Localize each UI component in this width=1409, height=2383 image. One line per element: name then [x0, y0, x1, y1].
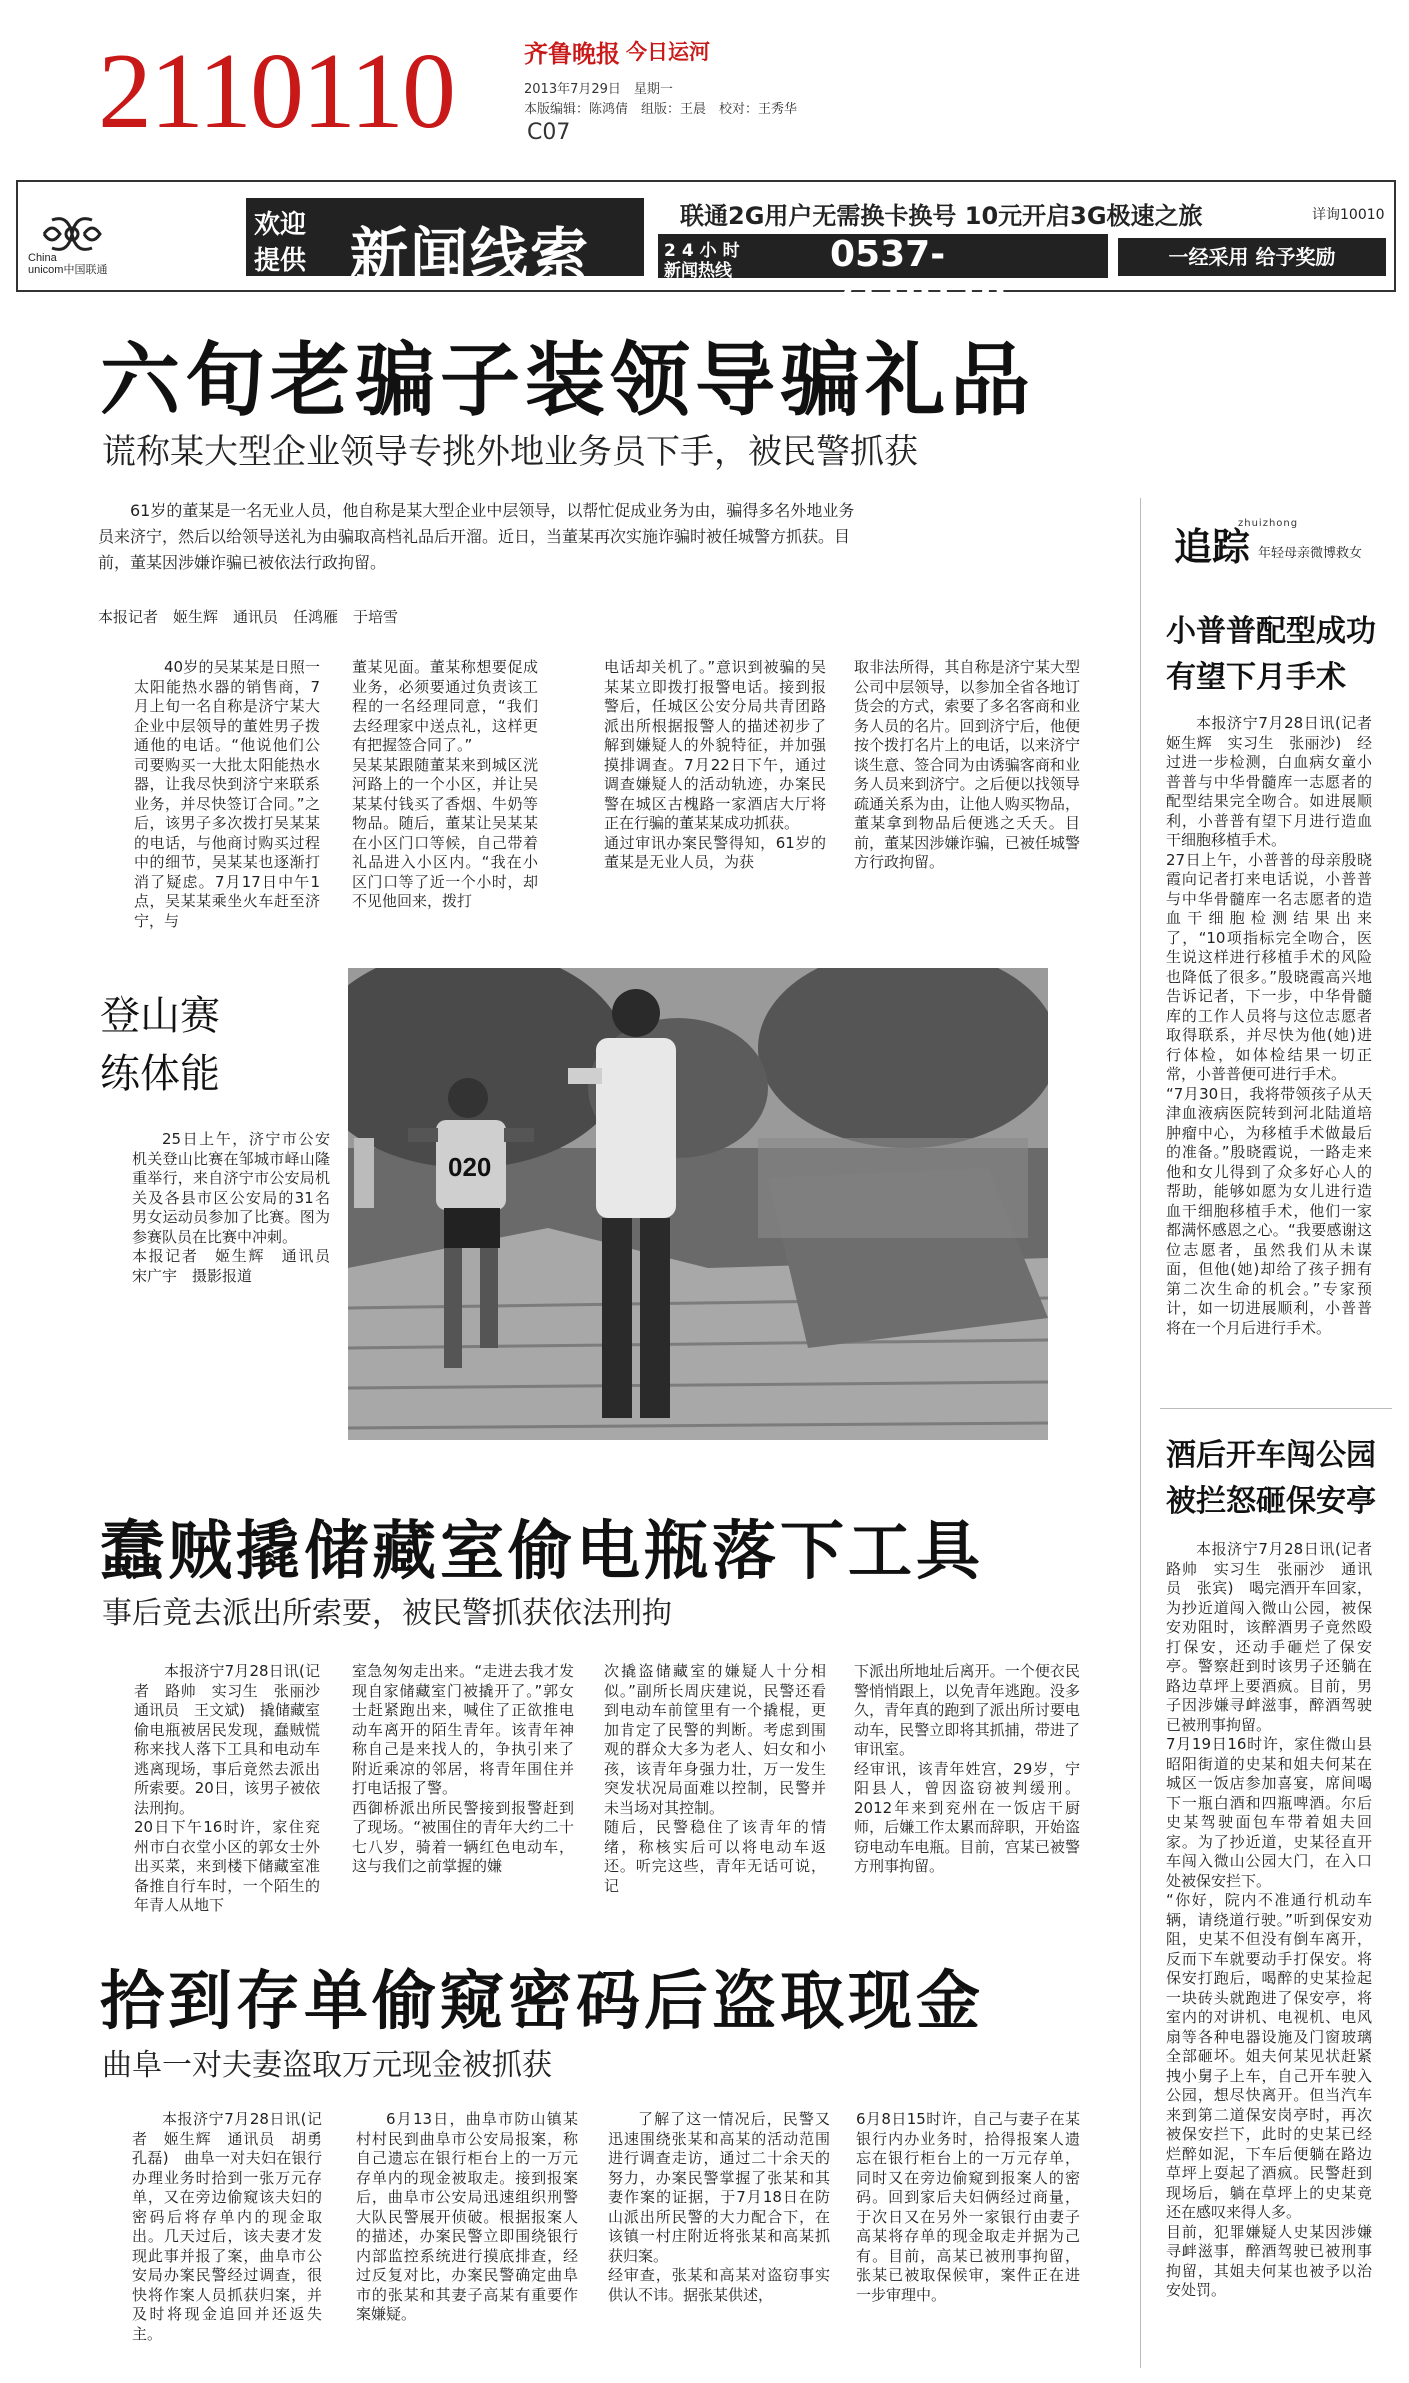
photo-title-line-2: 练体能 — [100, 1051, 220, 1097]
page-code: C07 — [527, 120, 571, 145]
article2-column-1: 本报济宁7月28日讯(记者 路帅 实习生 张丽沙 通讯员 王文斌) 撬储藏室偷电瓶被居民发现，蠢贼慌称来找人落下工具和电动车逃离现场，事后竟然去派出所索要。20日，该男子被依法刑拘。 20日下午16时许，家住兖州市白衣堂小区的郭女士外出买菜，来到楼下储藏室准备推自行车时，一个陌生的年青人从地下 — [134, 1662, 320, 1914]
sidebar-story-divider — [1160, 1408, 1392, 1409]
article3-column-4: 6月8日15时许，自己与妻子在某银行内办业务时，拾得报案人遗忘在银行柜台上的一万元存单，同时又在旁边偷窥到报案人的密码。回到家后夫妇俩经过商量，于次日又在另外一家银行由妻子高某将存单的现金取走并据为己有。目前，高某已被刑事拘留，张某已被取保候审，案件正在进一步审理中。 — [856, 2110, 1080, 2304]
article1-byline: 本报记者 姬生辉 通讯员 任鸿雁 于培雪 — [98, 608, 399, 626]
unicom-logo-cn: unicom中国联通 — [28, 264, 108, 276]
sidebar-story1-body: 本报济宁7月28日讯(记者 姬生辉 实习生 张丽沙) 经过进一步检测，白血病女童小普普与中华骨髓库一志愿者的配型结果完全吻合。如进展顺利，小普普有望下月进行造血干细胞移植手术。 27日上午，小普普的母亲殷晓霞向记者打来电话说，小普普与中华骨髓库一名志愿者的造血干细胞检测结果出来了，“10项指标完全吻合，医生说这样进行移植手术的风险也降低了很多。”殷晓霞高兴地告诉记者，下一步，中华骨髓库的工作人员将与这位志愿者取得联系，并尽快为他(她)进行体检，如体检结果一切正常，小普普便可进行手术。 “7月30日，我将带领孩子从天津血液病医院转到河北陆道培肿瘤中心，为移植手术做最后的准备。”殷晓霞说，一路走来他和女儿得到了众多好心人的帮助，能够如愿为女儿进行造血干细胞移植手术，他们一家都满怀感恩之心。“我要感谢这位志愿者，虽然我们从未谋面，但他(她)却给了孩子拥有第二次生命的机会。”专家预计，如一切进展顺利，小普普将在一个月后进行手术。 — [1166, 714, 1372, 1337]
article1-column-4: 取非法所得，其自称是济宁某大型公司中层领导，以参加全省各地订货会的方式，索要了多名客商和业务人员的名片。回到济宁后，他便按个拨打名片上的电话，以来济宁谈生意、签合同为由诱骗客商和业务人员来到济宁。之后便以找领导疏通关系为由，让他人购买物品，董某拿到物品后便逃之夭夭。目前，董某因涉嫌诈骗，已被任城警方行政拘留。 — [854, 658, 1080, 871]
issue-date: 2013年7月29日 星期一 — [524, 82, 673, 97]
photo-title-line-1: 登山赛 — [100, 993, 220, 1039]
editor-credits: 本版编辑：陈鸿倩 组版：王晨 校对：王秀华 — [524, 102, 798, 117]
china-unicom-knot-icon — [38, 214, 106, 254]
article1-headline: 六旬老骗子装领导骗礼品 — [100, 334, 1035, 427]
sidebar-story2-title-1: 酒后开车闯公园 — [1166, 1438, 1376, 1473]
article2-column-3: 次撬盗储藏室的嫌疑人十分相似。”副所长周庆建说，民警还看到电动车前筐里有一个撬棍，更加肯定了民警的判断。考虑到围观的群众大多为老人、妇女和小孩，该青年身强力壮，万一发生突发状况局面难以控制，民警并未当场对其控制。 随后，民警稳住了该青年的情绪，称核实后可以将电动车返还。听完这些，青年无话可说，记 — [604, 1662, 826, 1895]
news-tip-title: 新闻线索 — [350, 221, 591, 289]
follow-up-logo-text: 追踪 — [1174, 525, 1251, 569]
page-number-hotline: 2110110 — [98, 32, 454, 151]
mountain-race-photo — [348, 968, 1048, 1440]
section-name: 今日运河 — [626, 40, 710, 64]
article3-column-3: 了解了这一情况后，民警又迅速围绕张某和高某的活动范围进行调查走访，通过二十余天的努力，办案民警掌握了张某和其妻作案的证据，于7月18日在防山派出所民警的大力配合下，在该镇一村庄附近将张某和高某抓获归案。 经审查，张某和高某对盗窃事实供认不讳。据张某供述， — [608, 2110, 830, 2304]
unicom-logo-en: China — [28, 252, 57, 264]
article2-column-4: 下派出所地址后离开。一个便衣民警悄悄跟上，以免青年逃跑。没多久，青年真的跑到了派出所讨要电动车，民警立即将其抓捕，带进了审讯室。 经审讯，该青年姓宫，29岁，宁阳县人，曾因盗窃被判缓刑。2012年来到兖州在一饭店干厨师，后嫌工作太累而辞职，开始盗窃电动车电瓶。目前，宫某已被警方刑事拘留。 — [854, 1662, 1080, 1875]
article1-column-2: 董某见面。董某称想要促成业务，必须要通过负责该工程的一名经理同意，“我们去经理家中送点礼，这样更有把握签合同了。” 吴某某跟随董某来到城区洸河路上的一个小区，并让吴某某付钱买了香烟、牛奶等物品。随后，董某让吴某某在小区门口等候，自己带着礼品进入小区内。“我在小区门口等了近一个小时，却不见他回来，拨打 — [352, 658, 538, 910]
article3-headline: 拾到存单偷窥密码后盗取现金 — [100, 1965, 984, 2039]
follow-up-logo-subtitle: 年轻母亲微博救女 — [1258, 546, 1363, 561]
ad-slogan: 联通2G用户无需换卡换号 10元开启3G极速之旅 — [680, 202, 1203, 230]
follow-up-logo-pinyin: zhuizhong — [1238, 518, 1299, 529]
article3-column-2: 6月13日，曲阜市防山镇某村村民到曲阜市公安局报案，称自己遗忘在银行柜台上的一万元存单内的现金被取走。接到报案后，曲阜市公安局迅速组织刑警大队民警展开侦破。根据报案人的描述，办案民警立即围绕银行内部监控系统进行摸底排查，经过反复对比，办案民警确定曲阜市的张某和其妻子高某有重要作案嫌疑。 — [356, 2110, 578, 2323]
article1-lede: 61岁的董某是一名无业人员，他自称是某大型企业中层领导，以帮忙促成业务为由，骗得多名外地业务员来济宁，然后以给领导送礼为由骗取高档礼品后开溜。近日，当董某再次实施诈骗时被任城警方抓获。目前，董某因涉嫌诈骗已被依法行政拘留。 — [98, 501, 855, 572]
hotline-number: 0537-2110110 — [830, 234, 1006, 316]
article3-subheadline: 曲阜一对夫妻盗取万元现金被抓获 — [102, 2048, 552, 2083]
reward-text: 一经采用 给予奖励 — [1118, 238, 1386, 276]
runner-bib-number: 020 — [448, 1152, 492, 1182]
sidebar-story1-title-2: 有望下月手术 — [1166, 660, 1346, 695]
sidebar-story2-body: 本报济宁7月28日讯(记者 路帅 实习生 张丽沙 通讯员 张宾) 喝完酒开车回家，为抄近道闯入微山公园，被保安劝阻时，该醉酒男子竟然殴打保安，还动手砸烂了保安亭。警察赶到时该男子还躺在路边草坪上要酒疯。目前，男子因涉嫌寻衅滋事，醉酒驾驶已被刑事拘留。 7月19日16时许，家住微山县昭阳街道的史某和姐夫何某在城区一饭店参加喜宴，席间喝下一瓶白酒和四瓶啤酒。尔后史某驾驶面包车带着姐夫回家。为了抄近道，史某径直开车闯入微山公园大门，在入口处被保安拦下。 “你好，院内不准通行机动车辆，请绕道行驶。”听到保安劝阻，史某不但没有倒车离开，反而下车就要动手打保安。将保安打跑后，喝醉的史某捡起一块砖头就跑进了保安亭，将室内的对讲机、电视机、电风扇等各种电器设施及门窗玻璃全部砸坏。姐夫何某见状赶紧拽小舅子上车，自己开车驶入公园，想尽快离开。但当汽车来到第二道保安岗亭时，再次被保安拦下，此时的史某已经烂醉如泥，下车后便躺在路边草坪上耍起了酒疯。民警赶到现场后，躺在草坪上的史某竟还在感叹来得人多。 目前，犯罪嫌疑人史某因涉嫌寻衅滋事，醉酒驾驶已被刑事拘留，其姐夫何某也被予以治安处罚。 — [1166, 1540, 1372, 2299]
article3-column-1: 本报济宁7月28日讯(记者 姬生辉 通讯员 胡勇 孔磊) 曲阜一对夫妇在银行办理业务时拾到一张万元存单，又在旁边偷窥该夫妇的密码后将存单内的现金取出。几天过后，该夫妻才发现此事并报了案，曲阜市公安局办案民警经过调查，很快将作案人员抓获归案，并及时将现金追回并还返失主。 — [132, 2110, 338, 2343]
paper-name: 齐鲁晚报 — [524, 40, 620, 68]
article1-column-3: 电话却关机了。”意识到被骗的吴某某立即拨打报警电话。接到报警后，任城区公安分局共青团路派出所根据报警人的描述初步了解到嫌疑人的外貌特征，并加强摸排调查。7月22日下午，通过调查嫌疑人的活动轨迹，办案民警在城区古槐路一家酒店大厅将正在行骗的董某某成功抓获。 通过审讯办案民警得知，61岁的董某是无业人员，为获 — [604, 658, 826, 871]
hotline-label: 新闻热线 — [664, 261, 732, 281]
provide-text: 提供 — [254, 246, 307, 276]
article2-column-2: 室急匆匆走出来。“走进去我才发现自家储藏室门被撬开了。”郭女士赶紧跑出来，喊住了正欲推电动车离开的陌生青年。该青年神称自己是来找人的，争执引来了附近乘凉的邻居，将青年围住并打电话报了警。 西御桥派出所民警接到报警赶到了现场。“被围住的青年大约二十七八岁，骑着一辆红色电动车，这与我们之前掌握的嫌 — [352, 1662, 574, 1875]
unicom-banner-ad — [16, 180, 1396, 316]
hotline-block — [658, 234, 1108, 316]
article1-column-1: 40岁的吴某某是日照一太阳能热水器的销售商，7月上旬一名自称是济宁某大企业中层领导的董姓男子拨通他的电话。“他说他们公司要购买一大批太阳能热水器，让我尽快到济宁来联系业务，并尽快签订合同。”之后，该男子多次拨打吴某某的电话，与他商讨购买过程中的细节，吴某某也逐渐打消了疑虑。7月17日中午1点，吴某某乘坐火车赶至济宁，与 — [134, 658, 320, 930]
article1-subheadline: 谎称某大型企业领导专挑外地业务员下手，被民警抓获 — [102, 432, 918, 472]
sidebar-story2-title-2: 被拦怒砸保安亭 — [1166, 1484, 1376, 1519]
sidebar-divider — [1140, 498, 1141, 2368]
article2-subheadline: 事后竟去派出所索要，被民警抓获依法刑拘 — [102, 1596, 672, 1631]
welcome-text: 欢迎 — [254, 210, 307, 240]
news-tip-block — [246, 198, 644, 289]
sidebar-story1-title-1: 小普普配型成功 — [1166, 614, 1376, 649]
hotline-24h: 24小时 — [664, 241, 746, 261]
follow-up-column-logo — [1162, 516, 1388, 569]
ad-slogan-small: 详询10010 — [1312, 207, 1385, 223]
unicom-logo-text — [28, 252, 107, 276]
article2-headline: 蠢贼撬储藏室偷电瓶落下工具 — [100, 1515, 984, 1589]
photo-caption: 25日上午，济宁市公安机关登山比赛在邹城市峄山隆重举行，来自济宁市公安局机关及各县市区公安局的31名男女运动员参加了比赛。图为参赛队员在比赛中冲刺。 本报记者 姬生辉 通讯员 宋广宇 摄影报道 — [132, 1130, 330, 1285]
